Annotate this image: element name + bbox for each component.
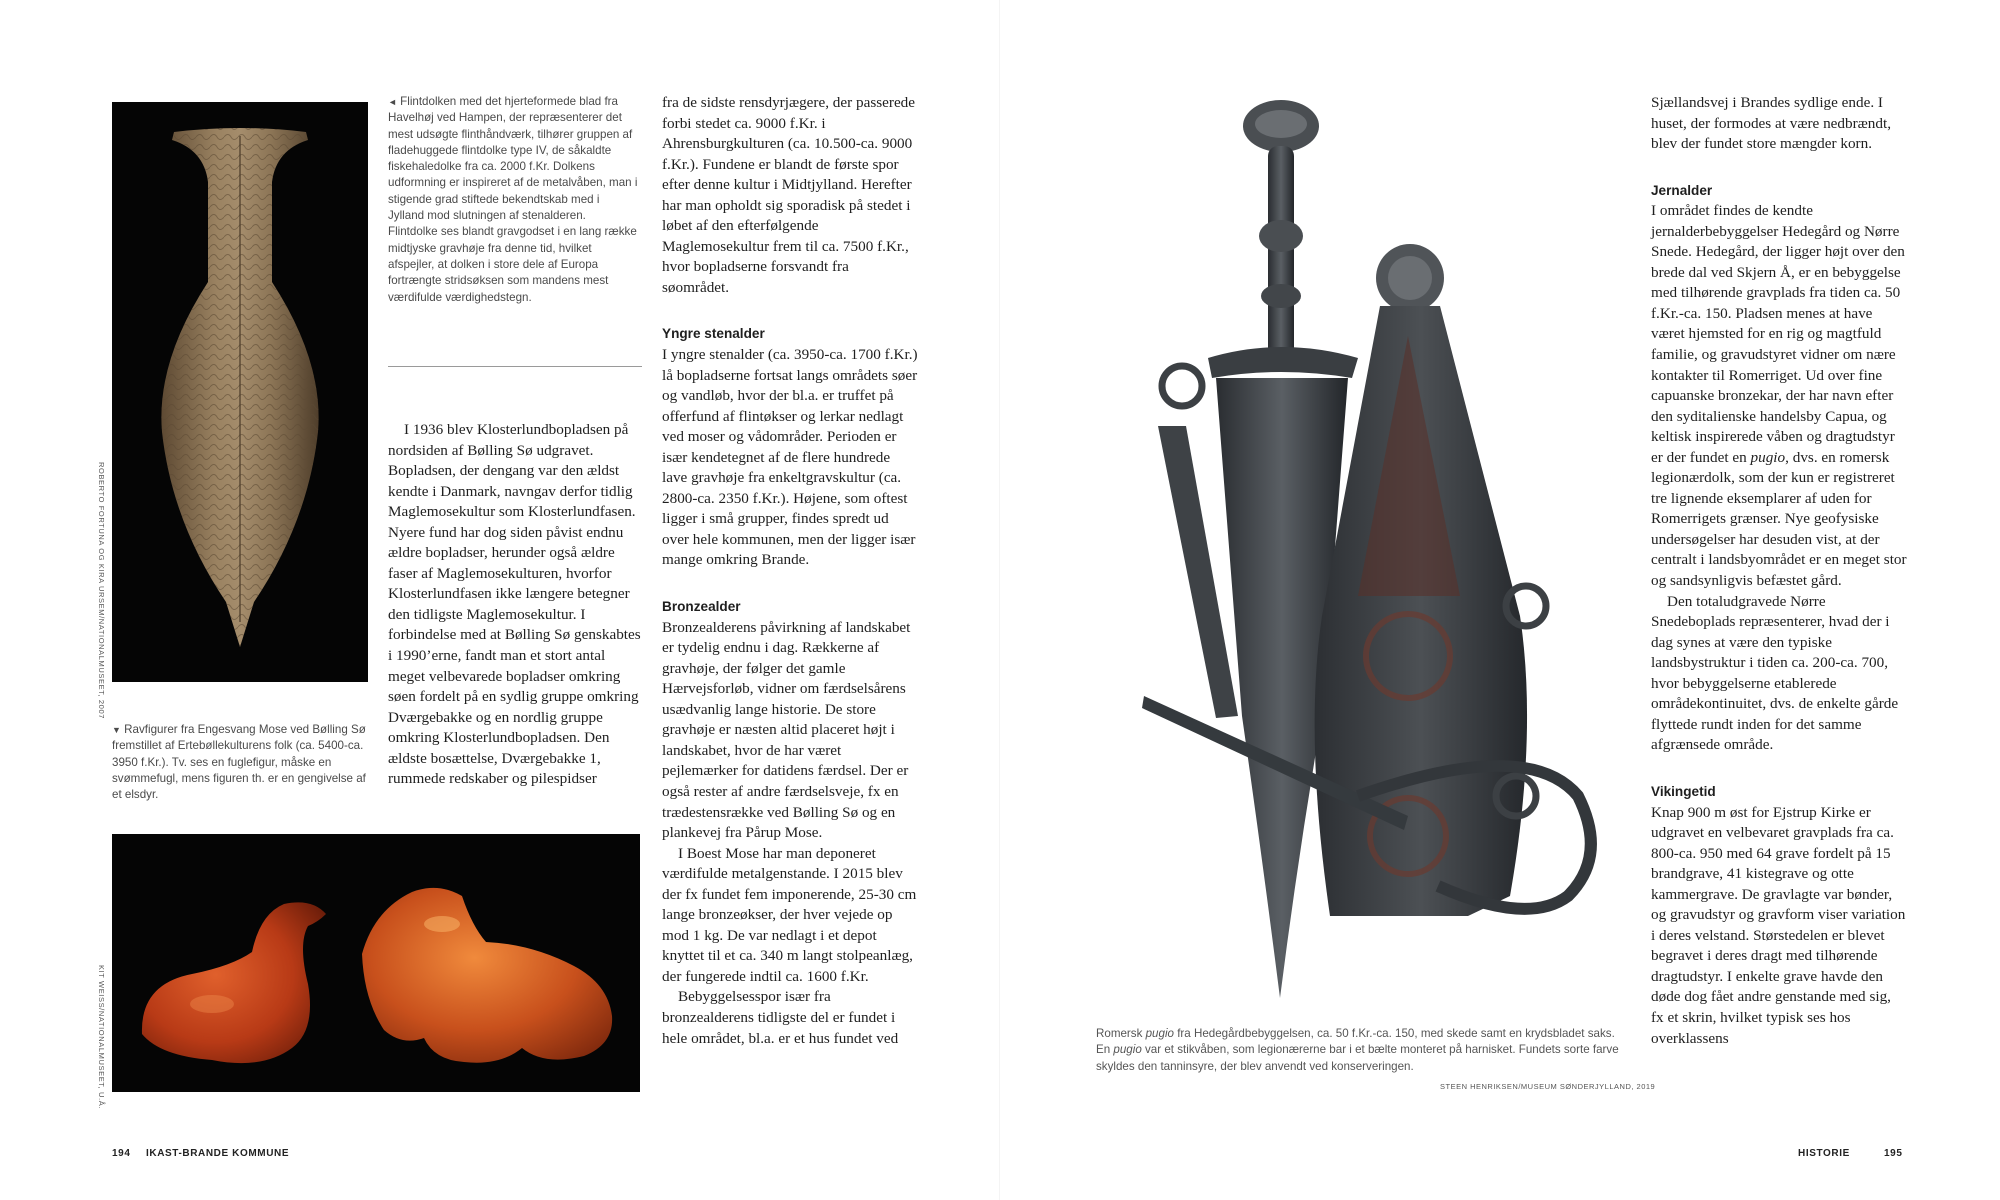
- photo-credit-dagger: ROBERTO FORTUNA OG KIRA URSEM/NATIONALMUSEET, 2007: [97, 462, 106, 719]
- arrow-left-icon: ◄: [388, 97, 397, 107]
- pugio-illustration: [1108, 96, 1628, 1016]
- caption-divider: [388, 366, 642, 367]
- paragraph-text: I området findes de kendte jernalderbebyggelser Hedegård og Nørre Snede. Hedegård, der ligger højt over den brede dal ved Skjern Å, er en bebyggelse med tilhørende gravplads fra tiden ca. 50 f.Kr.-ca. 150. Pladsen menes at have været hjemsted for en rig og magtfuld familie, og gravudstyret vidner om nære kontakter til Romerriget. Ud over fine capuanske bronzekar, der har navn efter den syditalienske handelsby Capua, og keltisk inspirerede våben og dragtudstyr er der fundet en: [1651, 202, 1905, 466]
- caption-text: fra Hedegårdbebyggelsen, ca. 50 f.Kr.-ca. 150, med skede samt en krydsbladet saks. En: [1096, 1027, 1615, 1057]
- paragraph: Knap 900 m øst for Ejstrup Kirke er udgravet en velbevaret gravplads fra ca. 800-ca. 950 med 64 grave fordelt på 15 brandgrave, 41 kistegrave og otte kammergrave. De gravlagte var bønder, og gravudstyr og gravform viser variation i deres velstand. Størstedelen er blevet begravet i deres dragt med tilhørende dragtudstyr. I enkelte grave havde den døde dog fået andre genstande med sig, fx et skrin, hvilket typisk ses hos overklassens: [1651, 803, 1906, 1047]
- text-column-3: [1651, 93, 1907, 1049]
- amber-figures-illustration: [112, 834, 640, 1092]
- paragraph: I Boest Mose har man deponeret værdifulde metalgenstande. I 2015 blev der fx fundet fem imponerende, 25-30 cm lange bronzeøkser, der hver vejede op mod 1 kg. De var nedlagt i et depot knyttet til et ca. 340 m langt stolpeanlæg, der fungerede indtil ca. 1600 f.Kr.: [662, 844, 917, 985]
- paragraph: Den totaludgravede Nørre Snedeboplads repræsenterer, hvad der i dag synes at være den typiske landsbystruktur i tiden ca. 200-ca. 700, hvor bebyggelserne etablerede områdekontinuitet, dvs. de enkelte gårde flyttede rundt inden for det samme afgrænsede område.: [1651, 592, 1899, 754]
- text-column-2: [662, 93, 918, 1049]
- section-heading-bronzealder: Bronzealder: [662, 599, 741, 615]
- arrow-down-icon: ▼: [112, 725, 121, 735]
- caption-italic: pugio: [1113, 1043, 1142, 1057]
- photo-credit-pugio: STEEN HENRIKSEN/MUSEUM SØNDERJYLLAND, 2019: [1440, 1082, 1656, 1091]
- pugio-photo: [1108, 96, 1628, 1016]
- flint-dagger-photo: [112, 102, 368, 682]
- paragraph-italic: pugio: [1750, 448, 1786, 466]
- amber-figures-photo: [112, 834, 640, 1092]
- section-heading-vikingetid: Vikingetid: [1651, 783, 1716, 799]
- paragraph: fra de sidste rensdyrjægere, der passerede forbi stedet ca. 9000 f.Kr. i Ahrensburgkulturen (ca. 10.500-ca. 9000 f.Kr.). Fundene er blandt de første spor efter denne kultur i Midtjylland. Herefter har man opholdt sig sporadisk på stedet i løbet af den efterfølgende Maglemosekultur frem til ca. 7500 f.Kr., hvor bopladserne forsvandt fra søområdet.: [662, 94, 916, 296]
- page-number-right: 195: [1884, 1148, 1903, 1159]
- paragraph: I 1936 blev Klosterlundbopladsen på nordsiden af Bølling Sø udgravet. Bopladsen, der dengang var den ældst kendte i Danmark, navngav derfor tidlig Maglemosekultur som Klosterlundfasen. Nyere fund har dog siden påvist endnu ældre bopladser, herunder også ældre faser af Maglemosekulturen, hvorfor Klosterlundfasen ikke længere betegner den tidligste Maglemosekultur. I forbindelse med at Bølling Sø genskabtes i 1990’erne, fandt man et stort antal meget velbevarede bopladser omkring søen fordelt på en sydlig gruppe omkring Dværgebakke og en nordlig gruppe omkring Klosterlundbopladsen. Den ældste bosættelse, Dværgebakke 1, rummede redskaber og pilespidser: [388, 421, 641, 788]
- caption-amber-figures: [112, 722, 367, 803]
- paragraph: Bebyggelsesspor især fra bronzealderens tidligste del er fundet i hele området, bl.a. er et hus fundet ved: [662, 988, 899, 1047]
- text-column-1: [388, 420, 642, 790]
- page-number-left: 194: [112, 1148, 131, 1159]
- caption-italic: pugio: [1145, 1027, 1174, 1040]
- running-title-right: HISTORIE: [1798, 1148, 1850, 1159]
- paragraph: Bronzealderens påvirkning af landskabet er tydelig endnu i dag. Rækkerne af gravhøje, der følger det gamle Hærvejsforløb, vidner om færdselsårens usædvanlig lange historie. De store gravhøje er næsten altid placeret højt i landskabet, hvor de har været pejlemærker for datidens færdsel. Der er også rester af andre færdselsveje, fx en trædestensrække ved Bølling Sø og en plankevej fra Pårup Mose.: [662, 618, 911, 842]
- section-heading-yngre-stenalder: Yngre stenalder: [662, 326, 765, 342]
- right-page: [1000, 0, 2000, 1200]
- section-heading-jernalder: Jernalder: [1651, 182, 1713, 198]
- caption-amber-text: Ravfigurer fra Engesvang Mose ved Bølling Sø fremstillet af Ertebøllekulturens folk (ca. 5400-ca. 3950 f.Kr.). Tv. ses en fuglefigur, måske en svømmefugl, mens figuren th. er en gengivelse af et elsdyr.: [112, 723, 366, 802]
- caption-text: var et stikvåben, som legionærerne bar i et bælte monteret på harnisket. Fundets sorte farve skyldes den tanninsyre, der blev anvendt ved konserveringen.: [1096, 1043, 1619, 1073]
- paragraph: Sjællandsvej i Brandes sydlige ende. I huset, der formodes at være nedbrændt, blev der fundet store mængder korn.: [1651, 94, 1891, 153]
- caption-pugio: [1096, 1026, 1624, 1075]
- paragraph-text: , dvs. en romersk legionærdolk, som der kun er registreret tre lignende eksemplarer af uden for Romerrigets grænser. Nye geofysiske undersøgelser har desuden vist, at der centralt i landsbyområdet er en meget stor og sandsynligvis befæstet gård.: [1651, 448, 1907, 590]
- caption-text: Romersk: [1096, 1027, 1146, 1040]
- photo-credit-amber: KIT WEISS/NATIONALMUSEET, U.Å.: [97, 965, 106, 1109]
- paragraph: I yngre stenalder (ca. 3950-ca. 1700 f.Kr.) lå bopladserne fortsat langs områdets søer og vandløb, hvor der bl.a. er truffet på offerfund af flintøkser og lerkar nedlagt ved moser og vådområder. Perioden er især kendetegnet af de flere hundrede lave gravhøje fra enkeltgravskultur (ca. 2800-ca. 2350 f.Kr.). Højene, som oftest ligger i små grupper, findes spredt ud over hele kommunen, men der ligger især mange omkring Brande.: [662, 346, 918, 569]
- paragraph: [1651, 201, 1907, 591]
- flint-dagger-illustration: [112, 102, 368, 682]
- caption-flint-dagger-text: Flintdolken med det hjerteformede blad fra Havelhøj ved Hampen, der repræsenterer det mest udsøgte flinthåndværk, tilhører gruppen af fladehuggede flintdolke type IV, de såkaldte fiskehaledolke fra ca. 2000 f.Kr. Dolkens udformning er inspireret af de metalvåben, man i stigende grad stiftede bekendtskab med i Jylland mod slutningen af stenalderen. Flintdolke ses blandt gravgodset i en lang række midtjyske gravhøje fra denne tid, hvilket afspejler, at dolken i store dele af Europa fortrængte stridsøksen som mandens mest værdifulde værdighedstegn.: [388, 95, 638, 304]
- caption-flint-dagger: [388, 94, 638, 306]
- running-title-left: IKAST-BRANDE KOMMUNE: [146, 1148, 290, 1159]
